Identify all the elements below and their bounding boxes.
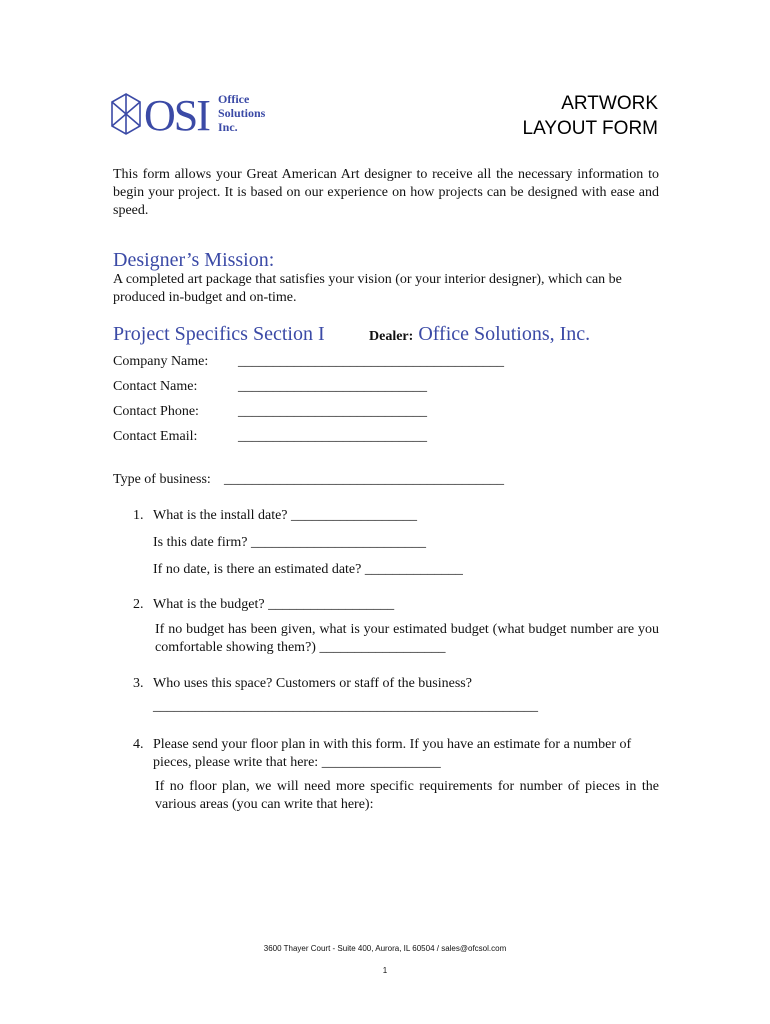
question-3-number: 3. bbox=[133, 676, 144, 691]
business-type-field[interactable]: ________________________________________ bbox=[224, 472, 504, 487]
dealer-label: Dealer: bbox=[369, 329, 414, 344]
business-type-label: Type of business: bbox=[113, 472, 211, 487]
form-title-line2: LAYOUT FORM bbox=[522, 118, 658, 139]
question-3-answer-line[interactable]: _______________________________________________________ bbox=[153, 699, 538, 714]
logo-line3: Inc. bbox=[218, 120, 238, 134]
company-logo bbox=[110, 90, 280, 138]
footer-address: 3600 Thayer Court - Suite 400, Aurora, IL 60504 / sales@ofcsol.com bbox=[263, 944, 507, 953]
form-title-line1: ARTWORK bbox=[561, 93, 658, 114]
contact-phone-label: Contact Phone: bbox=[113, 404, 199, 419]
question-1-date-firm[interactable]: Is this date firm? _________________________ bbox=[153, 535, 426, 550]
question-1-estimated-date[interactable]: If no date, is there an estimated date? ______________ bbox=[153, 562, 463, 577]
contact-name-label: Contact Name: bbox=[113, 379, 198, 394]
question-4-number: 4. bbox=[133, 737, 144, 752]
question-2-estimated-budget[interactable]: If no budget has been given, what is your estimated budget (what budget number are you comfortable showing them?) __________________ bbox=[155, 622, 659, 655]
mission-heading: Designer’s Mission: bbox=[113, 249, 275, 271]
contact-phone-field[interactable]: ___________________________ bbox=[238, 404, 427, 419]
question-1-number: 1. bbox=[133, 508, 144, 523]
mission-text: A completed art package that satisfies your vision (or your interior designer), which can be produced in-budget and on-time. bbox=[113, 272, 622, 305]
dealer-info bbox=[369, 322, 590, 349]
company-name-field[interactable]: ______________________________________ bbox=[238, 354, 504, 369]
logo-mark: OSI bbox=[144, 91, 209, 138]
dealer-value: Office Solutions, Inc. bbox=[418, 323, 591, 345]
company-name-label: Company Name: bbox=[113, 354, 209, 369]
contact-email-field[interactable]: ___________________________ bbox=[238, 429, 427, 444]
page-number: 1 bbox=[382, 966, 388, 975]
question-4-floor-plan[interactable]: Please send your floor plan in with this form. If you have an estimate for a number of pieces, please write that here: _________________ bbox=[153, 737, 632, 770]
question-2-number: 2. bbox=[133, 597, 144, 612]
logo-line1: Office bbox=[218, 92, 250, 106]
intro-paragraph: This form allows your Great American Art designer to receive all the necessary information to begin your project. It is based on our experience on how projects can be designed with ease and speed. bbox=[113, 167, 659, 218]
question-1-install-date[interactable]: What is the install date? __________________ bbox=[153, 508, 418, 523]
section-heading: Project Specifics Section I bbox=[113, 323, 325, 345]
question-3-space-users: Who uses this space? Customers or staff of the business? bbox=[153, 676, 472, 691]
question-2-budget[interactable]: What is the budget? __________________ bbox=[153, 597, 395, 612]
contact-name-field[interactable]: ___________________________ bbox=[238, 379, 427, 394]
question-4-requirements: If no floor plan, we will need more specific requirements for number of pieces in the various areas (you can write that here): bbox=[155, 779, 659, 812]
form-title bbox=[523, 91, 658, 141]
logo-line2: Solutions bbox=[218, 106, 266, 120]
contact-email-label: Contact Email: bbox=[113, 429, 198, 444]
